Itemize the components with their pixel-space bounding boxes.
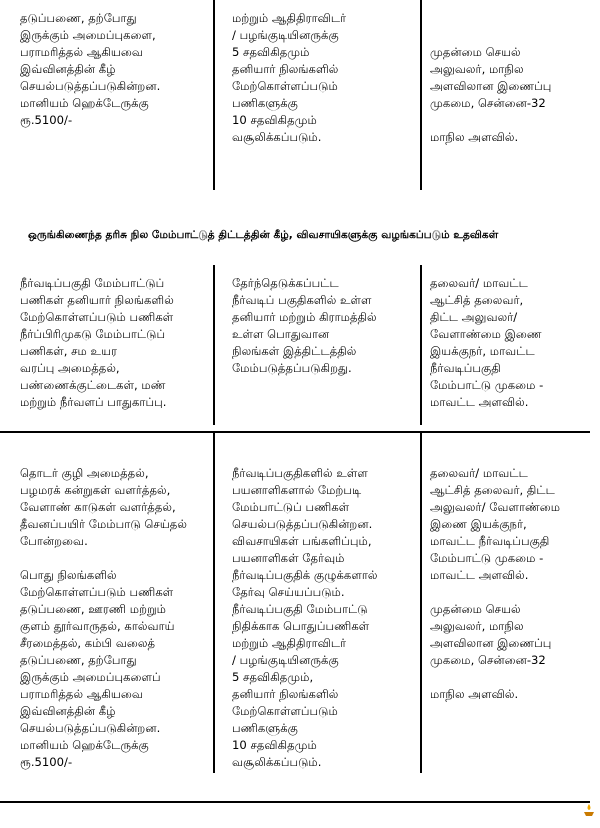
row3-col3-agency: முதன்மை செயல் அலுவலர், மாநில அளவிலான இணைப்பு முகமை, சென்னை-32 xyxy=(430,602,552,667)
row2-col3 xyxy=(430,275,595,411)
row3-col3 xyxy=(430,465,595,703)
row1-col3-scope: மாநில அளவில். xyxy=(430,130,519,144)
row3-col2 xyxy=(232,465,417,771)
row1-col2-text: மற்றும் ஆதிதிராவிடர் / பழங்குடியினருக்கு 5 சதவிகிதமும் தனியார் நிலங்களில் மேற்கொள்ளப்படும் பணிகளுக்கு 10 சதவிகிதமும் வசூலிக்கப்படும். xyxy=(232,11,347,144)
row2-divider-2 xyxy=(420,265,422,425)
row2-divider-1 xyxy=(213,265,215,425)
row1-divider-2 xyxy=(420,0,422,190)
row1-col3-text: முதன்மை செயல் அலுவலர், மாநில அளவிலான இணைப்பு முகமை, சென்னை-32 xyxy=(430,45,552,110)
row3-col3-text: தலைவர்/ மாவட்ட ஆட்சித் தலைவர், திட்ட அலுவலர்/ வேளாண்மை இணை இயக்குநர், மாவட்ட நீர்வடிப்பகுதி மேம்பாட்டு முகமை - மாவட்ட அளவில். xyxy=(430,466,561,582)
row2-col1-text: நீர்வடிப்பகுதி மேம்பாட்டுப் பணிகள் தனியார் நிலங்களில் மேற்கொள்ளப்படும் பணிகள் நீர்ப்பிரிமுகடு மேம்பாட்டுப் பணிகள், சம உயர வரப்பு அமைத்தல், பண்ணைக்குட்டைகள், மண் மற்றும் நீர்வளப் பாதுகாப்பு. xyxy=(20,276,174,409)
section-heading: ஒருங்கிணைந்த தரிசு நில மேம்பாட்டுத் திட்டத்தின் கீழ், விவசாயிகளுக்கு வழங்கப்படும் உதவிகள் xyxy=(28,229,499,241)
row1-col1 xyxy=(20,10,215,129)
row2-col2-text: தேர்ந்தெடுக்கப்பட்ட நீர்வடிப் பகுதிகளில் உள்ள தனியார் மற்றும் கிராமத்தில் உள்ள பொதுவான நிலங்கள் இத்திட்டத்தில் மேம்படுத்தப்படுகிறது. xyxy=(232,276,377,375)
row1-col3 xyxy=(430,44,595,146)
row3-col2-text: நீர்வடிப்பகுதிகளில் உள்ள பயனாளிகளால் மேற்படி மேம்பாட்டுப் பணிகள் செயல்படுத்தப்படுகின்றன. விவசாயிகள் பங்களிப்பும், பயனாளிகள் தேர்வும் நீர்வடிப்பகுதிக் குழுக்களால் தேர்வு செய்யப்படும். நீர்வடிப்பகுதி மேம்பாட்டு நிதிக்காக பொதுப்பணிகள் மற்றும் ஆதிதிராவிடர் / பழங்குடியினருக்கு 5 சதவிகிதமும், தனியார் நிலங்களில் மேற்கொள்ளப்படும் பணிகளுக்கு 10 சதவிகிதமும் வசூலிக்கப்படும். xyxy=(232,466,378,769)
row3-col3-scope: மாநில அளவில். xyxy=(430,687,519,701)
row3-col1-common-lands: பொது நிலங்களில் மேற்கொள்ளப்படும் பணிகள் தடுப்பணை, ஊரணி மற்றும் குளம் தூர்வாருதல், கால்வாய் சீரமைத்தல், கம்பி வலைத் தடுப்பணை, தற்போது இருக்கும் அமைப்புகளைப் பராமரித்தல் ஆகியவை இவ்வினத்தின் கீழ் செயல்படுத்தப்படுகின்றன. மானியம் ஹெக்டேருக்கு ரூ.5100/- xyxy=(20,568,175,769)
row-separator xyxy=(0,431,590,433)
row1-col1-text: தடுப்பணை, தற்போது இருக்கும் அமைப்புகளை, பராமரித்தல் ஆகியவை இவ்வினத்தின் கீழ் செயல்படுத்தப்படுகின்றன. மானியம் ஹெக்டேருக்கு ரூ.5100/- xyxy=(20,11,161,127)
row3-divider-1 xyxy=(213,433,215,773)
lamp-icon xyxy=(583,803,595,817)
row3-col1-text: தொடர் குழி அமைத்தல், பழமரக் கன்றுகள் வளர்த்தல், வேளாண் காடுகள் வளர்த்தல், தீவனப்பயிர் மேம்பாடு செய்தல் போன்றவை. xyxy=(20,466,187,548)
bottom-rule xyxy=(0,801,590,803)
row2-col3-text: தலைவர்/ மாவட்ட ஆட்சித் தலைவர், திட்ட அலுவலர்/ வேளாண்மை இணை இயக்குநர், மாவட்ட நீர்வடிப்பகுதி மேம்பாட்டு முகமை - மாவட்ட அளவில். xyxy=(430,276,544,409)
row2-col2 xyxy=(232,275,417,377)
row1-divider-1 xyxy=(213,0,215,190)
row2-col1 xyxy=(20,275,215,411)
row3-col1 xyxy=(20,465,215,771)
row1-col2 xyxy=(232,10,417,146)
row3-divider-2 xyxy=(420,433,422,773)
